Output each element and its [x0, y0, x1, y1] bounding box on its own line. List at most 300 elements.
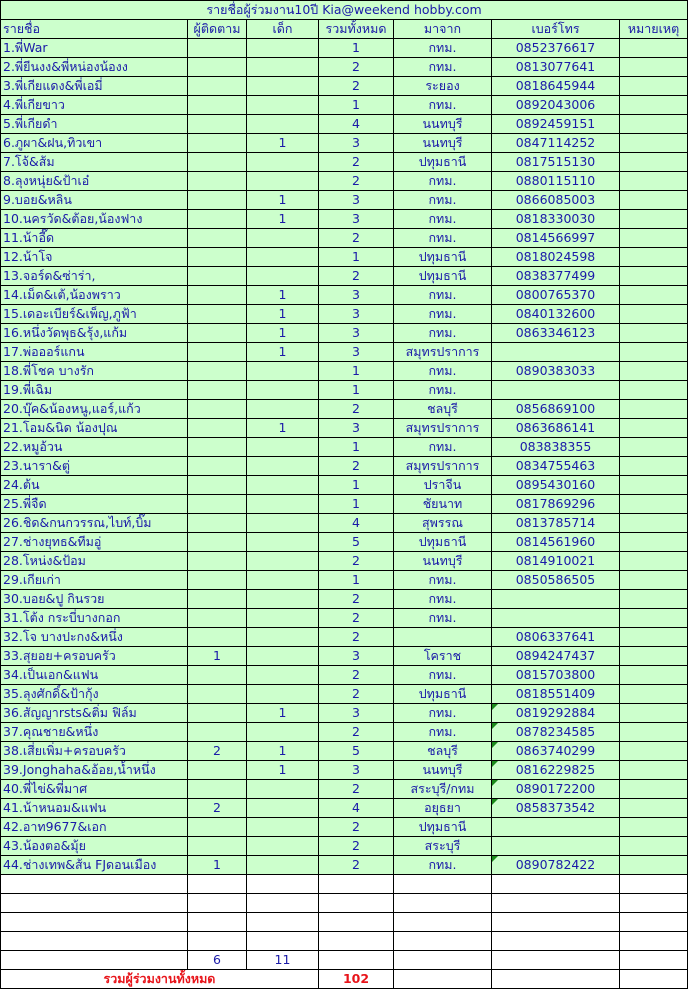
empty-cell[interactable] [188, 932, 247, 951]
cell-from[interactable]: ชลบุรี [394, 742, 492, 761]
cell-from[interactable]: กทม. [394, 381, 492, 400]
cell-child[interactable] [247, 457, 319, 476]
cell-note[interactable] [620, 210, 688, 229]
cell-from[interactable]: กทม. [394, 39, 492, 58]
cell-name[interactable]: 41.น้าหนอม&แฟน [1, 799, 188, 818]
cell-name[interactable]: 43.น้องตอ&มุ้ย [1, 837, 188, 856]
cell-follower[interactable] [188, 514, 247, 533]
cell-from[interactable]: นนทบุรี [394, 115, 492, 134]
cell-name[interactable]: 39.Jonghaha&อ้อย,น้ำหนึ่ง [1, 761, 188, 780]
cell-note[interactable] [620, 229, 688, 248]
cell-total[interactable]: 5 [319, 742, 394, 761]
cell-note[interactable] [620, 153, 688, 172]
cell-note[interactable] [620, 685, 688, 704]
cell-from[interactable]: ระยอง [394, 77, 492, 96]
cell-child[interactable] [247, 495, 319, 514]
cell-follower[interactable] [188, 552, 247, 571]
cell-follower[interactable] [188, 77, 247, 96]
cell-from[interactable]: นนทบุรี [394, 134, 492, 153]
cell-total[interactable]: 3 [319, 419, 394, 438]
cell-note[interactable] [620, 609, 688, 628]
cell-total[interactable]: 3 [319, 324, 394, 343]
cell-follower[interactable] [188, 495, 247, 514]
header-from[interactable]: มาจาก [394, 20, 492, 39]
cell-note[interactable] [620, 305, 688, 324]
cell-note[interactable] [620, 495, 688, 514]
cell-total[interactable]: 1 [319, 96, 394, 115]
cell-phone[interactable]: 0800765370 [492, 286, 620, 305]
cell-note[interactable] [620, 39, 688, 58]
cell-child[interactable] [247, 685, 319, 704]
cell-phone[interactable] [492, 837, 620, 856]
empty-cell[interactable] [620, 894, 688, 913]
cell-child[interactable] [247, 438, 319, 457]
cell-total[interactable]: 3 [319, 647, 394, 666]
cell-note[interactable] [620, 533, 688, 552]
cell-phone[interactable]: 0863686141 [492, 419, 620, 438]
cell-phone[interactable]: 0818024598 [492, 248, 620, 267]
cell-phone[interactable]: 0814561960 [492, 533, 620, 552]
empty-cell[interactable] [394, 951, 492, 970]
cell-from[interactable]: กทม. [394, 286, 492, 305]
cell-phone[interactable] [492, 742, 620, 761]
empty-cell[interactable] [319, 932, 394, 951]
cell-follower[interactable] [188, 191, 247, 210]
empty-cell[interactable] [620, 875, 688, 894]
cell-child[interactable] [247, 571, 319, 590]
empty-cell[interactable] [188, 875, 247, 894]
empty-cell[interactable] [1, 951, 188, 970]
cell-child[interactable]: 1 [247, 191, 319, 210]
cell-total[interactable]: 3 [319, 286, 394, 305]
cell-name[interactable]: 26.ชิด&กนกวรรณ,ไบท์,บิ๊ม [1, 514, 188, 533]
cell-note[interactable] [620, 419, 688, 438]
cell-child[interactable] [247, 799, 319, 818]
cell-total[interactable]: 1 [319, 39, 394, 58]
cell-name[interactable]: 25.พี่จืด [1, 495, 188, 514]
cell-total[interactable]: 2 [319, 780, 394, 799]
empty-cell[interactable] [247, 875, 319, 894]
cell-note[interactable] [620, 267, 688, 286]
cell-total[interactable]: 2 [319, 666, 394, 685]
cell-name[interactable]: 21.โอม&นิด น้องปุณ [1, 419, 188, 438]
cell-follower[interactable] [188, 704, 247, 723]
cell-follower[interactable] [188, 666, 247, 685]
cell-name[interactable]: 18.พี่โชค บางรัก [1, 362, 188, 381]
cell-total[interactable]: 1 [319, 248, 394, 267]
cell-from[interactable]: ปทุมธานี [394, 153, 492, 172]
cell-child[interactable] [247, 381, 319, 400]
cell-note[interactable] [620, 856, 688, 875]
cell-note[interactable] [620, 115, 688, 134]
grand-total-label[interactable]: รวมผู้ร่วมงานทั้งหมด [1, 970, 319, 989]
cell-name[interactable]: 20.บุ๊ค&น้องหนู,แอร์,แก้ว [1, 400, 188, 419]
cell-note[interactable] [620, 438, 688, 457]
cell-from[interactable]: กทม. [394, 58, 492, 77]
cell-child[interactable] [247, 39, 319, 58]
cell-from[interactable]: กทม. [394, 571, 492, 590]
cell-child[interactable] [247, 400, 319, 419]
cell-from[interactable]: กทม. [394, 723, 492, 742]
cell-total[interactable]: 3 [319, 343, 394, 362]
header-phone[interactable]: เบอร์โทร [492, 20, 620, 39]
empty-cell[interactable] [1, 875, 188, 894]
cell-name[interactable]: 30.บอย&ปู กินรวย [1, 590, 188, 609]
cell-name[interactable]: 35.ลุงศักดิ์&ป้ากุ้ง [1, 685, 188, 704]
cell-from[interactable]: กทม. [394, 666, 492, 685]
cell-from[interactable]: กทม. [394, 191, 492, 210]
empty-cell[interactable] [247, 894, 319, 913]
cell-note[interactable] [620, 58, 688, 77]
cell-note[interactable] [620, 647, 688, 666]
cell-from[interactable]: ชลบุรี [394, 400, 492, 419]
cell-child[interactable] [247, 248, 319, 267]
cell-total[interactable]: 4 [319, 514, 394, 533]
cell-name[interactable]: 14.เม็ด&เต้,น้องพราว [1, 286, 188, 305]
empty-cell[interactable] [1, 932, 188, 951]
empty-cell[interactable] [620, 932, 688, 951]
cell-note[interactable] [620, 628, 688, 647]
empty-cell[interactable] [394, 875, 492, 894]
cell-phone[interactable] [492, 723, 620, 742]
cell-follower[interactable] [188, 609, 247, 628]
cell-phone[interactable]: 0813785714 [492, 514, 620, 533]
cell-name[interactable]: 1.พี่War [1, 39, 188, 58]
cell-child[interactable] [247, 666, 319, 685]
cell-follower[interactable]: 2 [188, 799, 247, 818]
cell-name[interactable]: 5.พี่เกียดำ [1, 115, 188, 134]
cell-from[interactable]: กทม. [394, 856, 492, 875]
cell-note[interactable] [620, 286, 688, 305]
cell-phone[interactable] [492, 590, 620, 609]
cell-phone[interactable]: 0814910021 [492, 552, 620, 571]
cell-follower[interactable] [188, 324, 247, 343]
cell-note[interactable] [620, 77, 688, 96]
cell-child[interactable] [247, 837, 319, 856]
empty-cell[interactable] [394, 894, 492, 913]
cell-total[interactable]: 2 [319, 628, 394, 647]
cell-name[interactable]: 44.ช่างเทพ&ส้น FJดอนเมือง [1, 856, 188, 875]
empty-cell[interactable] [1, 913, 188, 932]
cell-child[interactable] [247, 96, 319, 115]
cell-phone[interactable]: 0892043006 [492, 96, 620, 115]
cell-note[interactable] [620, 343, 688, 362]
cell-child[interactable]: 1 [247, 761, 319, 780]
cell-phone[interactable]: 0806337641 [492, 628, 620, 647]
cell-from[interactable]: ปทุมธานี [394, 248, 492, 267]
cell-child[interactable]: 1 [247, 286, 319, 305]
cell-phone[interactable]: 0892459151 [492, 115, 620, 134]
empty-cell[interactable] [188, 894, 247, 913]
sheet-title[interactable]: รายชื่อผู้ร่วมงาน10ปี Kia@weekend hobby.com [1, 1, 688, 20]
cell-phone[interactable]: 0838377499 [492, 267, 620, 286]
cell-phone[interactable]: 0866085003 [492, 191, 620, 210]
empty-cell[interactable] [492, 970, 620, 989]
cell-child[interactable] [247, 609, 319, 628]
cell-phone[interactable]: 0814566997 [492, 229, 620, 248]
cell-note[interactable] [620, 818, 688, 837]
header-note[interactable]: หมายเหตุ [620, 20, 688, 39]
cell-phone[interactable]: 0863346123 [492, 324, 620, 343]
cell-phone[interactable]: 0813077641 [492, 58, 620, 77]
cell-phone[interactable]: 0847114252 [492, 134, 620, 153]
cell-phone[interactable]: 0834755463 [492, 457, 620, 476]
empty-cell[interactable] [319, 951, 394, 970]
cell-follower[interactable] [188, 628, 247, 647]
cell-follower[interactable] [188, 590, 247, 609]
empty-cell[interactable] [247, 932, 319, 951]
cell-follower[interactable] [188, 58, 247, 77]
cell-total[interactable]: 2 [319, 837, 394, 856]
empty-cell[interactable] [620, 970, 688, 989]
cell-phone[interactable] [492, 761, 620, 780]
cell-name[interactable]: 34.เป็นเอก&แฟน [1, 666, 188, 685]
cell-from[interactable]: นนทบุรี [394, 761, 492, 780]
cell-follower[interactable]: 2 [188, 742, 247, 761]
cell-child[interactable] [247, 818, 319, 837]
cell-name[interactable]: 4.พี่เกียขาว [1, 96, 188, 115]
cell-total[interactable]: 2 [319, 609, 394, 628]
cell-from[interactable]: กทม. [394, 609, 492, 628]
cell-child[interactable] [247, 780, 319, 799]
cell-follower[interactable] [188, 837, 247, 856]
cell-name[interactable]: 19.พี่เฉิม [1, 381, 188, 400]
cell-note[interactable] [620, 837, 688, 856]
cell-child[interactable] [247, 362, 319, 381]
cell-follower[interactable] [188, 685, 247, 704]
empty-cell[interactable] [319, 913, 394, 932]
cell-follower[interactable] [188, 134, 247, 153]
cell-name[interactable]: 6.ภูผา&ฝน,ทิวเขา [1, 134, 188, 153]
empty-cell[interactable] [492, 875, 620, 894]
cell-name[interactable]: 24.ต้น [1, 476, 188, 495]
cell-note[interactable] [620, 761, 688, 780]
cell-child[interactable] [247, 723, 319, 742]
empty-cell[interactable] [492, 932, 620, 951]
cell-child[interactable] [247, 58, 319, 77]
cell-note[interactable] [620, 704, 688, 723]
cell-total[interactable]: 2 [319, 552, 394, 571]
cell-note[interactable] [620, 457, 688, 476]
cell-from[interactable]: กทม. [394, 229, 492, 248]
total-follower[interactable]: 6 [188, 951, 247, 970]
cell-child[interactable]: 1 [247, 134, 319, 153]
cell-from[interactable]: ปทุมธานี [394, 685, 492, 704]
cell-total[interactable]: 2 [319, 77, 394, 96]
cell-from[interactable]: กทม. [394, 438, 492, 457]
cell-note[interactable] [620, 514, 688, 533]
cell-name[interactable]: 36.สัญญาrsts&ติ่ม ฟิล์ม [1, 704, 188, 723]
cell-note[interactable] [620, 590, 688, 609]
cell-note[interactable] [620, 381, 688, 400]
cell-phone[interactable]: 0818330030 [492, 210, 620, 229]
cell-from[interactable]: กทม. [394, 96, 492, 115]
cell-note[interactable] [620, 799, 688, 818]
cell-from[interactable]: สมุทรปราการ [394, 457, 492, 476]
cell-follower[interactable] [188, 780, 247, 799]
cell-follower[interactable] [188, 343, 247, 362]
cell-from[interactable]: กทม. [394, 305, 492, 324]
cell-child[interactable] [247, 229, 319, 248]
cell-note[interactable] [620, 400, 688, 419]
cell-follower[interactable] [188, 153, 247, 172]
cell-follower[interactable] [188, 305, 247, 324]
cell-phone[interactable] [492, 780, 620, 799]
cell-phone[interactable] [492, 818, 620, 837]
cell-note[interactable] [620, 552, 688, 571]
cell-follower[interactable] [188, 438, 247, 457]
cell-follower[interactable] [188, 267, 247, 286]
cell-note[interactable] [620, 571, 688, 590]
total-child[interactable]: 11 [247, 951, 319, 970]
cell-name[interactable]: 22.หมูอ้วน [1, 438, 188, 457]
cell-from[interactable]: ปทุมธานี [394, 267, 492, 286]
cell-child[interactable]: 1 [247, 210, 319, 229]
empty-cell[interactable] [319, 875, 394, 894]
cell-follower[interactable] [188, 761, 247, 780]
cell-phone[interactable]: 0815703800 [492, 666, 620, 685]
cell-from[interactable]: อยุธยา [394, 799, 492, 818]
empty-cell[interactable] [492, 951, 620, 970]
header-total[interactable]: รวมทั้งหมด [319, 20, 394, 39]
cell-name[interactable]: 13.จอร์ด&ซ่าร่า, [1, 267, 188, 286]
empty-cell[interactable] [394, 913, 492, 932]
cell-follower[interactable] [188, 381, 247, 400]
cell-total[interactable]: 3 [319, 134, 394, 153]
cell-total[interactable]: 3 [319, 210, 394, 229]
cell-phone[interactable] [492, 609, 620, 628]
cell-total[interactable]: 1 [319, 495, 394, 514]
cell-name[interactable]: 15.เดอะเบียร์&เพ็ญ,ภูฟ้า [1, 305, 188, 324]
cell-child[interactable] [247, 590, 319, 609]
cell-total[interactable]: 2 [319, 153, 394, 172]
cell-phone[interactable]: 0895430160 [492, 476, 620, 495]
cell-note[interactable] [620, 248, 688, 267]
cell-name[interactable]: 32.โจ บางปะกง&หนึ่ง [1, 628, 188, 647]
empty-cell[interactable] [319, 894, 394, 913]
cell-follower[interactable] [188, 96, 247, 115]
cell-from[interactable] [394, 628, 492, 647]
cell-child[interactable] [247, 647, 319, 666]
cell-child[interactable]: 1 [247, 704, 319, 723]
cell-note[interactable] [620, 324, 688, 343]
cell-child[interactable]: 1 [247, 305, 319, 324]
cell-note[interactable] [620, 742, 688, 761]
cell-from[interactable]: ปราจีน [394, 476, 492, 495]
cell-name[interactable]: 29.เกียเก่า [1, 571, 188, 590]
cell-phone[interactable] [492, 343, 620, 362]
cell-follower[interactable] [188, 39, 247, 58]
cell-follower[interactable] [188, 571, 247, 590]
cell-follower[interactable] [188, 172, 247, 191]
header-name[interactable]: รายชื่อ [1, 20, 188, 39]
cell-phone[interactable]: 0818551409 [492, 685, 620, 704]
cell-child[interactable] [247, 514, 319, 533]
cell-name[interactable]: 28.โหน่ง&ป้อม [1, 552, 188, 571]
cell-from[interactable]: ปทุมธานี [394, 818, 492, 837]
cell-name[interactable]: 16.หนึ่งวัดพุธ&รุ้ง,แก้ม [1, 324, 188, 343]
cell-follower[interactable] [188, 419, 247, 438]
empty-cell[interactable] [492, 894, 620, 913]
cell-total[interactable]: 3 [319, 704, 394, 723]
empty-cell[interactable] [620, 951, 688, 970]
cell-child[interactable]: 1 [247, 324, 319, 343]
cell-total[interactable]: 3 [319, 761, 394, 780]
cell-follower[interactable]: 1 [188, 856, 247, 875]
cell-note[interactable] [620, 134, 688, 153]
cell-from[interactable]: ชัยนาท [394, 495, 492, 514]
header-follower[interactable]: ผู้ติดตาม [188, 20, 247, 39]
cell-child[interactable] [247, 476, 319, 495]
cell-phone[interactable] [492, 381, 620, 400]
cell-follower[interactable] [188, 476, 247, 495]
cell-name[interactable]: 9.บอย&หลิน [1, 191, 188, 210]
cell-follower[interactable] [188, 115, 247, 134]
cell-follower[interactable] [188, 723, 247, 742]
cell-child[interactable] [247, 172, 319, 191]
cell-note[interactable] [620, 723, 688, 742]
cell-follower[interactable] [188, 210, 247, 229]
cell-from[interactable]: กทม. [394, 590, 492, 609]
header-child[interactable]: เด็ก [247, 20, 319, 39]
cell-follower[interactable] [188, 400, 247, 419]
cell-name[interactable]: 27.ช่างยุทธ&ทีมอู่ [1, 533, 188, 552]
cell-from[interactable]: นนทบุรี [394, 552, 492, 571]
cell-note[interactable] [620, 96, 688, 115]
cell-phone[interactable]: 0817515130 [492, 153, 620, 172]
cell-name[interactable]: 12.น้าโจ [1, 248, 188, 267]
cell-total[interactable]: 1 [319, 362, 394, 381]
empty-cell[interactable] [247, 913, 319, 932]
cell-child[interactable] [247, 153, 319, 172]
empty-cell[interactable] [620, 913, 688, 932]
cell-total[interactable]: 4 [319, 799, 394, 818]
cell-total[interactable]: 2 [319, 856, 394, 875]
cell-phone[interactable]: 0818645944 [492, 77, 620, 96]
cell-phone[interactable]: 0890383033 [492, 362, 620, 381]
cell-from[interactable]: กทม. [394, 210, 492, 229]
cell-name[interactable]: 8.ลุงหนุ่ย&ป้าเอ๋ [1, 172, 188, 191]
cell-child[interactable] [247, 267, 319, 286]
cell-name[interactable]: 7.โจ้&ส้ม [1, 153, 188, 172]
cell-phone[interactable]: 0856869100 [492, 400, 620, 419]
cell-name[interactable]: 17.พ่อออร์แกน [1, 343, 188, 362]
cell-child[interactable] [247, 552, 319, 571]
cell-total[interactable]: 2 [319, 685, 394, 704]
cell-phone[interactable] [492, 799, 620, 818]
cell-from[interactable]: สมุทรปราการ [394, 343, 492, 362]
cell-total[interactable]: 2 [319, 590, 394, 609]
cell-follower[interactable] [188, 248, 247, 267]
cell-follower[interactable]: 1 [188, 647, 247, 666]
cell-name[interactable]: 10.นครวัด&ต้อย,น้องฟาง [1, 210, 188, 229]
cell-child[interactable] [247, 628, 319, 647]
cell-total[interactable]: 2 [319, 723, 394, 742]
cell-child[interactable]: 1 [247, 419, 319, 438]
cell-name[interactable]: 2.พี่ยีนงง&พี่หน่องน้องง [1, 58, 188, 77]
cell-total[interactable]: 2 [319, 58, 394, 77]
cell-name[interactable]: 31.โต้ง กระบี่บางกอก [1, 609, 188, 628]
cell-total[interactable]: 2 [319, 818, 394, 837]
cell-follower[interactable] [188, 533, 247, 552]
cell-total[interactable]: 2 [319, 267, 394, 286]
cell-note[interactable] [620, 191, 688, 210]
cell-note[interactable] [620, 362, 688, 381]
cell-phone[interactable]: 0894247437 [492, 647, 620, 666]
cell-total[interactable]: 2 [319, 400, 394, 419]
cell-note[interactable] [620, 780, 688, 799]
cell-child[interactable] [247, 533, 319, 552]
